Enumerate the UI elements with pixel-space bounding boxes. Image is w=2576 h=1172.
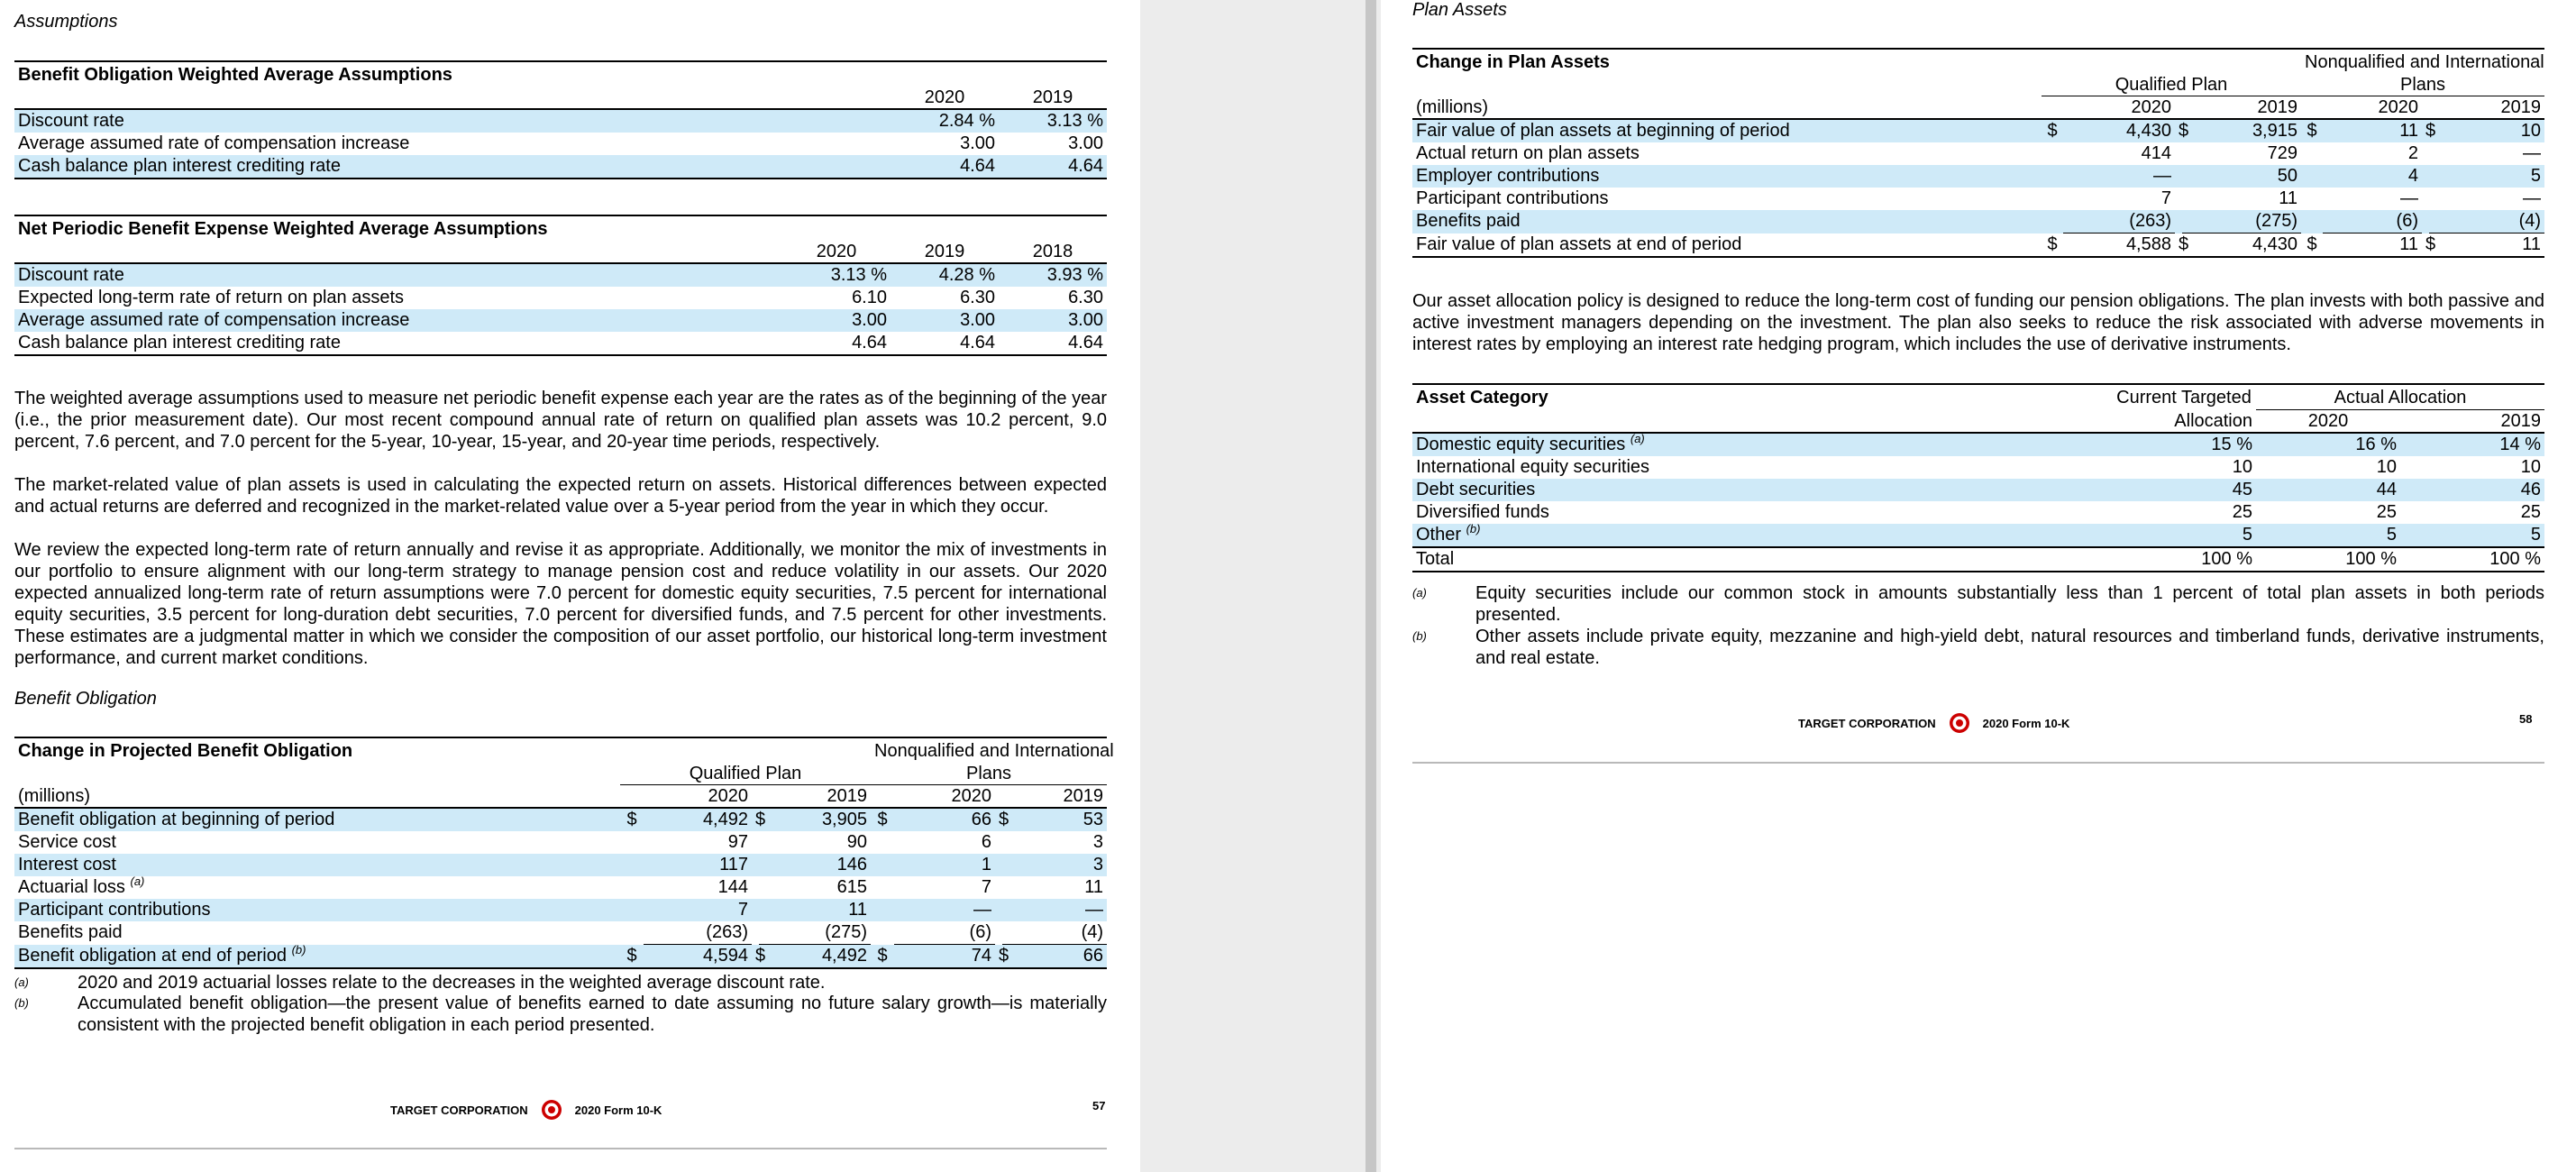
market-related-value-paragraph: The market-related value of plan assets is used in calculating the expected return on assets. Historical differences between expected and actual returns are deferred and recognized in the market-related value over a 5-year period from the year in which they occur. [14, 475, 1107, 517]
projected-benefit-obligation-table [14, 737, 1114, 969]
currency-symbol: $ [2301, 119, 2323, 142]
cell-value: 74 [894, 945, 995, 969]
table-title-row [14, 215, 1107, 241]
row-label: Benefits paid [1412, 210, 2042, 233]
year-header: 2020 [2063, 96, 2175, 120]
year-header: 2020 [644, 785, 752, 809]
cell-value: — [2063, 165, 2175, 188]
table-row [1412, 142, 2544, 165]
table-row [1412, 456, 2544, 479]
cell-value: 50 [2182, 165, 2301, 188]
cell-value: 3.00 [960, 133, 995, 153]
row-label: Fair value of plan assets at end of period [1412, 233, 2042, 258]
year-header: 2019 [891, 241, 999, 263]
cell-value: 3,905 [759, 808, 871, 831]
row-label-cell [14, 876, 620, 899]
currency-symbol: $ [995, 808, 1002, 831]
cell-value: 4,492 [644, 808, 752, 831]
group-header: Qualified Plan [620, 763, 871, 785]
row-label: Service cost [18, 832, 116, 852]
table-row [14, 899, 1107, 921]
currency-symbol: $ [2301, 233, 2323, 258]
cell-value: 6 [981, 832, 991, 852]
cell-value: 10 [2232, 457, 2252, 477]
row-label: Cash balance plan interest crediting rate [14, 155, 891, 179]
asset-allocation-table [1412, 383, 2544, 572]
row-label: Participant contributions [14, 899, 620, 921]
table-row [1412, 479, 2544, 501]
cell-value: 66 [1002, 945, 1107, 969]
cell-value: 10 [2520, 457, 2542, 477]
table-title-row [1412, 384, 2544, 410]
page-number: 58 [2519, 712, 2533, 726]
year-header: 2020 [894, 785, 995, 809]
table-header-row [1412, 74, 2544, 96]
cell-value: — [2523, 188, 2542, 208]
cell-value: 25 [2520, 502, 2542, 522]
row-label: Average assumed rate of compensation increase [14, 309, 782, 332]
footnote [14, 972, 1107, 993]
table-row [14, 109, 1107, 133]
row-label: Other [1416, 525, 1462, 545]
cell-value: 6.30 [1068, 288, 1103, 307]
row-label: Debt securities [1412, 479, 2112, 501]
table-row [14, 133, 1107, 155]
table-row [14, 876, 1107, 899]
group-header: Qualified Plan [2042, 74, 2301, 96]
year-header: 2019 [759, 785, 871, 809]
cell-value: 97 [727, 832, 748, 852]
currency-symbol: $ [752, 945, 759, 969]
cell-value: 4,492 [759, 945, 871, 969]
cell-value: 4.64 [891, 332, 999, 355]
cell-value: — [1002, 899, 1107, 921]
cell-value: 146 [759, 854, 871, 876]
cell-value: 3.00 [891, 309, 999, 332]
table-header-row [14, 87, 1107, 109]
row-label: Diversified funds [1416, 502, 1549, 522]
row-label-cell [1412, 433, 2112, 456]
cell-value: 16 % [2256, 433, 2400, 456]
year-header: 2018 [999, 241, 1107, 263]
table-total-row [1412, 547, 2544, 572]
cell-value: 615 [836, 877, 867, 897]
row-label: Fair value of plan assets at beginning of period [1412, 119, 2042, 142]
currency-symbol: $ [871, 808, 894, 831]
table-row [14, 263, 1107, 287]
cell-value: 5 [2256, 524, 2400, 547]
table-row [14, 155, 1107, 179]
cell-value: 66 [894, 808, 995, 831]
table-row [14, 287, 1107, 309]
page-bottom-rule [1412, 762, 2544, 764]
cell-value: 11 [2429, 233, 2544, 258]
footnote-mark: (b) [1412, 629, 1427, 643]
cell-value: — [894, 899, 995, 921]
cell-value: 7 [981, 877, 991, 897]
row-label: Discount rate [14, 109, 891, 133]
year-header: 2020 [2323, 96, 2422, 120]
asset-allocation-policy-paragraph: Our asset allocation policy is designed to reduce the long-term cost of funding our pension obligations. The plan invests with both passive and active investment managers depending on the investment. The plan also seeks to reduce the risk associated with adverse movements in interest rates by employing an interest rate hedging program, which includes the use of derivative instruments. [1412, 291, 2544, 354]
table-title-row [14, 61, 1107, 87]
expected-return-review-paragraph: We review the expected long-term rate of return annually and revise it as appropriate. Additionally, we monitor the mix of investments in our portfolio to ensure alignment with our long-term strategy to manage pension cost and reduce volatility in our assets. Our 2020 expected annualized long-term rate of return assumptions were 7.0 percent for domestic equity securities, 7.5 percent for international equity securities, 3.5 percent for long-duration debt securities, 7.0 percent for diversified funds, and 7.5 percent for other investments. These estimates are a judgmental matter in which we consider the composition of our asset portfolio, our historical long-term investment performance, and current market conditions. [14, 540, 1107, 668]
cell-value: 3.00 [1068, 133, 1104, 153]
row-label: Participant contributions [1416, 188, 1609, 208]
currency-symbol: $ [871, 945, 894, 969]
table-title-row [1412, 49, 2544, 74]
row-label: Cash balance plan interest crediting rate [14, 332, 782, 355]
cell-value: 100 % [2112, 547, 2256, 572]
cell-value: (6) [2323, 210, 2422, 233]
year-header: 2020 [782, 241, 891, 263]
cell-value: 5 [2112, 524, 2256, 547]
cell-value: 10 [2376, 457, 2397, 477]
currency-symbol: $ [2175, 119, 2182, 142]
footer-company: TARGET CORPORATION [1798, 716, 1936, 730]
footnote-ref: (b) [1466, 522, 1481, 536]
footer-form: 2020 Form 10-K [1982, 716, 2070, 730]
cell-value: 3.00 [782, 309, 891, 332]
cell-value: 4 [2323, 165, 2422, 188]
table-row [1412, 524, 2544, 547]
row-label: Total [1412, 547, 2112, 572]
cell-value: 7 [644, 899, 752, 921]
currency-symbol: $ [620, 808, 644, 831]
footnote-text: 2020 and 2019 actuarial losses relate to the decreases in the weighted average discount rate. [78, 973, 826, 993]
table-row [14, 309, 1107, 332]
footnote-text: Accumulated benefit obligation—the present value of benefits earned to date assuming no future salary growth—is materially consistent with the projected benefit obligation in each period presented. [78, 993, 1107, 1035]
table-row [1412, 210, 2544, 233]
currency-symbol: $ [2042, 119, 2063, 142]
cell-value: 53 [1002, 808, 1107, 831]
page-bottom-rule [14, 1148, 1107, 1149]
row-label: Domestic equity securities [1416, 435, 1626, 454]
cell-value: 4,588 [2063, 233, 2175, 258]
cell-value: 4,430 [2063, 119, 2175, 142]
page-footer [390, 1099, 662, 1121]
cell-value: 3 [1092, 832, 1104, 852]
currency-symbol: $ [620, 945, 644, 969]
cell-value: 4.64 [891, 155, 999, 179]
cell-value: 11 [2323, 119, 2422, 142]
cell-value: 15 % [2112, 433, 2256, 456]
table-row [14, 921, 1107, 945]
assumptions-heading: Assumptions [14, 12, 118, 32]
year-header: 2020 [2256, 410, 2400, 434]
table-row [1412, 433, 2544, 456]
currency-symbol: $ [752, 808, 759, 831]
cell-value: 4.64 [782, 332, 891, 355]
row-label: Actual return on plan assets [1416, 143, 1640, 163]
cell-value: (275) [2182, 210, 2301, 233]
cell-value: (275) [759, 921, 871, 945]
cell-value: 14 % [2400, 433, 2544, 456]
cell-value: 11 [2323, 233, 2422, 258]
year-header: 2019 [999, 87, 1107, 109]
row-label: International equity securities [1416, 457, 1650, 477]
table-row [14, 854, 1107, 876]
table-title: Asset Category [1412, 384, 2112, 410]
table-row [1412, 165, 2544, 188]
cell-value: (263) [2063, 210, 2175, 233]
group-header: Nonqualified and International [2301, 49, 2544, 74]
table-row [1412, 233, 2544, 258]
cell-value: 11 [1084, 877, 1104, 897]
unit-label: (millions) [14, 785, 620, 809]
plan-assets-heading: Plan Assets [1412, 0, 1507, 20]
footer-company: TARGET CORPORATION [390, 1103, 528, 1117]
cell-value: — [2400, 188, 2418, 208]
cell-value: 3.93 % [999, 263, 1107, 287]
cell-value: 5 [2400, 524, 2544, 547]
cell-value: 44 [2256, 479, 2400, 501]
viewer-divider [1366, 0, 1376, 1172]
page-57 [0, 0, 1140, 1172]
cell-value: 729 [2267, 143, 2297, 163]
group-header: Plans [2301, 74, 2544, 96]
currency-symbol: $ [2422, 233, 2429, 258]
table-row [1412, 119, 2544, 142]
cell-value: 6.30 [960, 288, 995, 307]
column-header: Allocation [2112, 410, 2256, 434]
cell-value: 25 [2232, 502, 2252, 522]
table-title: Change in Plan Assets [1412, 49, 2042, 74]
row-label: Discount rate [14, 263, 782, 287]
group-header: Nonqualified and International [871, 737, 1107, 763]
cell-value: 117 [644, 854, 752, 876]
table-row [14, 945, 1107, 969]
cell-value: (4) [1002, 921, 1107, 945]
currency-symbol: $ [2042, 233, 2063, 258]
cell-value: 1 [894, 854, 995, 876]
table-title: Change in Projected Benefit Obligation [14, 737, 620, 763]
row-label: Benefit obligation at beginning of period [14, 808, 620, 831]
table-row [1412, 188, 2544, 210]
table-row [14, 831, 1107, 854]
cell-value: — [2523, 143, 2542, 163]
currency-symbol: $ [995, 945, 1002, 969]
cell-value: 100 % [2256, 547, 2400, 572]
footnote-ref: (a) [130, 874, 145, 888]
table-row [1412, 501, 2544, 524]
year-header: 2019 [2429, 96, 2544, 120]
table-title: Benefit Obligation Weighted Average Assumptions [14, 61, 1107, 87]
row-label: Expected long-term rate of return on plan assets [18, 288, 405, 307]
column-header: Current Targeted [2112, 384, 2256, 410]
row-label: Interest cost [14, 854, 620, 876]
cell-value: 90 [846, 832, 867, 852]
cell-value: 7 [2160, 188, 2171, 208]
cell-value: 414 [2141, 143, 2171, 163]
cell-value: 100 % [2400, 547, 2544, 572]
year-header: 2020 [891, 87, 999, 109]
cell-value: 3.13 % [782, 263, 891, 287]
footnote-text: Equity securities include our common stock in amounts substantially less than 1 percent of total plan assets in both periods presented. [1475, 583, 2544, 625]
year-header: 2019 [2400, 410, 2544, 434]
cell-value: 2.84 % [891, 109, 999, 133]
cell-value: 3,915 [2182, 119, 2301, 142]
target-logo-icon [541, 1099, 562, 1121]
cell-value: 4,594 [644, 945, 752, 969]
cell-value: 4.64 [999, 155, 1107, 179]
cell-value: 3.13 % [999, 109, 1107, 133]
year-header: 2019 [1002, 785, 1107, 809]
table-header-row [14, 785, 1107, 809]
year-header: 2019 [2182, 96, 2301, 120]
table-row [14, 808, 1107, 831]
page-number-wrap [2519, 712, 2532, 726]
row-label: Benefits paid [18, 922, 123, 943]
currency-symbol: $ [2422, 119, 2429, 142]
page-58 [1381, 0, 2576, 1172]
cell-value: 6.10 [852, 288, 887, 307]
cell-value: 3.00 [999, 309, 1107, 332]
table-header-row [14, 763, 1107, 785]
row-label: Average assumed rate of compensation increase [18, 133, 410, 153]
net-periodic-benefit-expense-assumptions-table [14, 215, 1107, 356]
footnote-ref: (b) [291, 942, 306, 957]
cell-value: 45 [2112, 479, 2256, 501]
table-row [14, 332, 1107, 355]
target-logo-icon [1949, 712, 1970, 734]
table-title: Net Periodic Benefit Expense Weighted Average Assumptions [14, 215, 1107, 241]
cell-value: 4.64 [999, 332, 1107, 355]
footnote-ref: (a) [1630, 432, 1645, 445]
unit-label: (millions) [1412, 96, 2042, 120]
cell-value: 2 [2407, 143, 2418, 163]
page-number-wrap [1092, 1099, 1105, 1112]
table-header-row [14, 241, 1107, 263]
table-header-row [1412, 410, 2544, 434]
cell-value: (263) [644, 921, 752, 945]
footnote-mark: (a) [14, 975, 29, 989]
table-header-row [1412, 96, 2544, 120]
rate-of-return-paragraph: The weighted average assumptions used to measure net periodic benefit expense each year are the rates as of the beginning of the year (i.e., the prior measurement date). Our most recent compound annual rate of return on qualified plan assets was 10.2 percent, 9.0 percent, 7.6 percent, and 7.0 percent for the 5-year, 10-year, 15-year, and 20-year time periods, respectively. [14, 389, 1107, 452]
cell-value: 11 [2279, 188, 2297, 208]
footnote [14, 993, 1107, 1036]
table-title-row [14, 737, 1107, 763]
cell-value: 4.28 % [891, 263, 999, 287]
row-label: Benefit obligation at end of period [18, 945, 287, 966]
footnote-mark: (a) [1412, 586, 1427, 600]
footnote-text: Other assets include private equity, mezzanine and high-yield debt, natural resources and timberland funds, derivative instruments, and real estate. [1475, 627, 2544, 668]
cell-value: 10 [2429, 119, 2544, 142]
row-label-cell [1412, 524, 2112, 547]
group-header: Actual Allocation [2256, 384, 2544, 410]
cell-value: (6) [894, 921, 995, 945]
footnote [1412, 582, 2544, 626]
cell-value: 144 [717, 877, 748, 897]
cell-value: 46 [2400, 479, 2544, 501]
row-label-cell [14, 942, 620, 969]
cell-value: 5 [2429, 165, 2544, 188]
footnote-mark: (b) [14, 996, 29, 1010]
change-in-plan-assets-table [1412, 48, 2544, 258]
page-footer [1798, 712, 2069, 734]
footer-form: 2020 Form 10-K [574, 1103, 662, 1117]
row-label: Employer contributions [1412, 165, 2042, 188]
benefit-obligation-heading: Benefit Obligation [14, 689, 157, 709]
benefit-obligation-assumptions-table [14, 60, 1107, 179]
cell-value: 4,430 [2182, 233, 2301, 258]
cell-value: 3 [1002, 854, 1107, 876]
page-number: 57 [1092, 1099, 1106, 1112]
row-label: Actuarial loss [18, 877, 125, 897]
cell-value: 11 [759, 899, 871, 921]
cell-value: 25 [2376, 502, 2397, 522]
group-header: Plans [871, 763, 1107, 785]
currency-symbol: $ [2175, 233, 2182, 258]
footnote [1412, 626, 2544, 669]
cell-value: (4) [2429, 210, 2544, 233]
